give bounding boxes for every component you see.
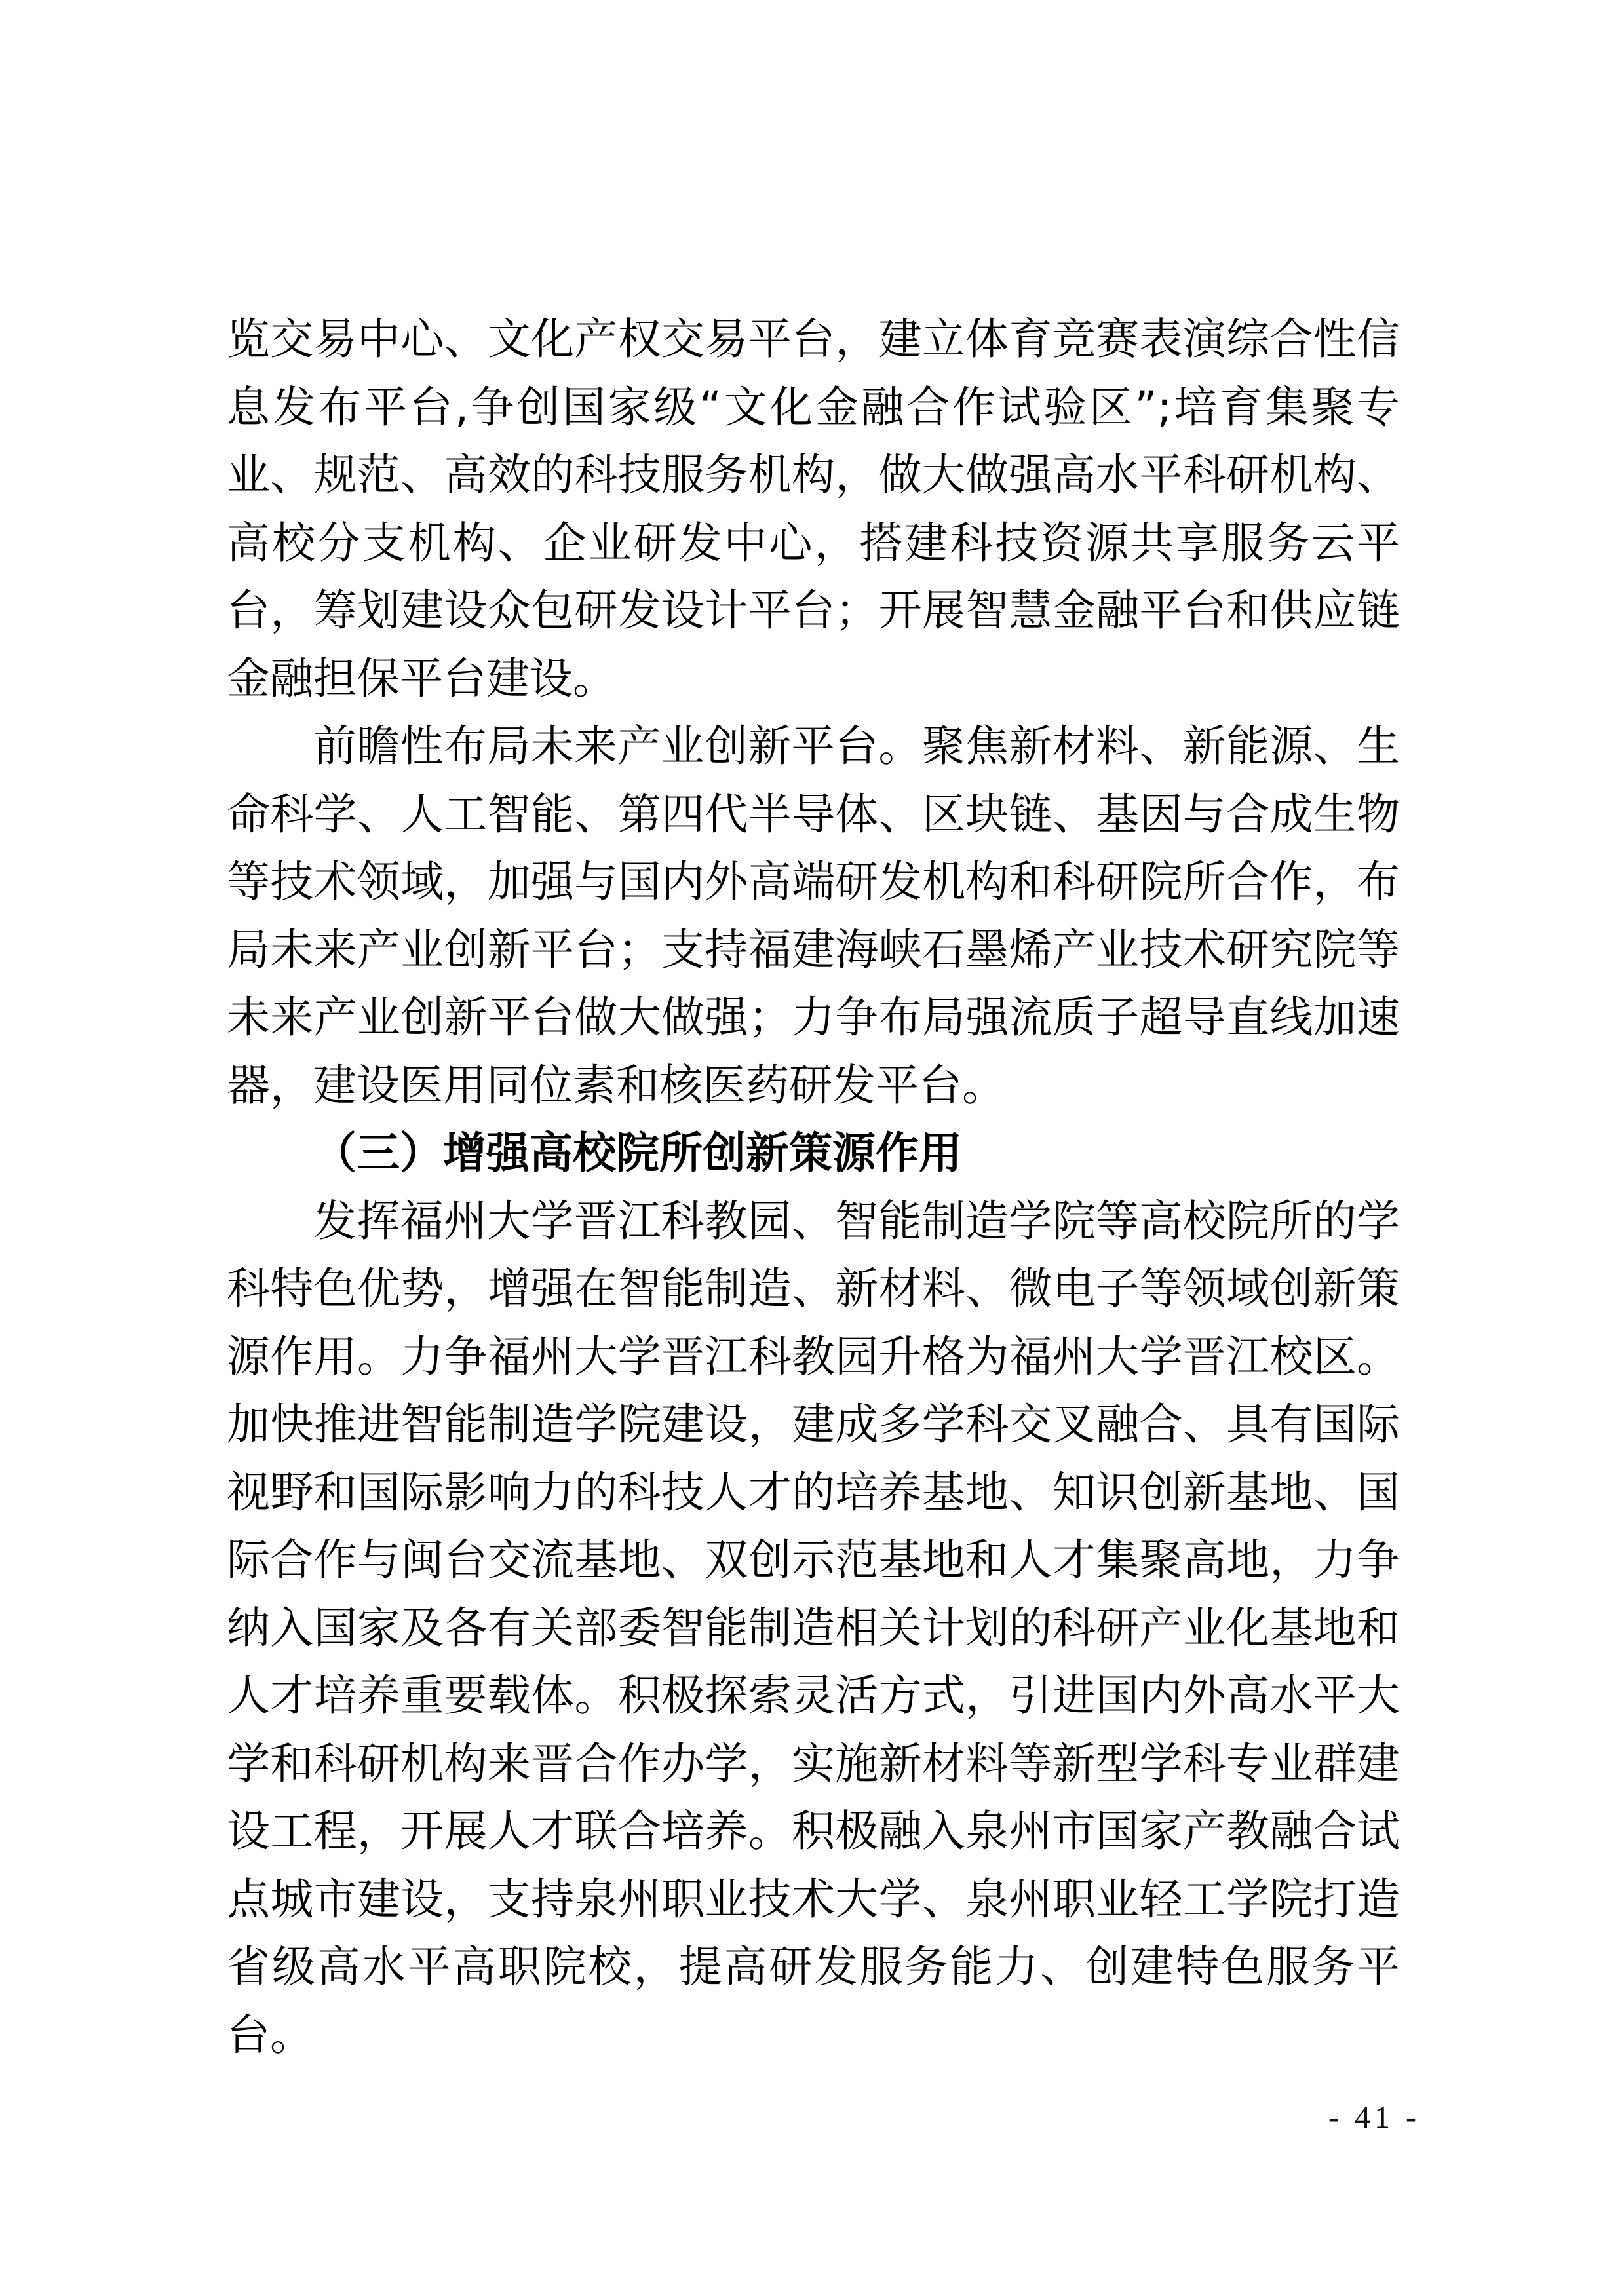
paragraph: 发挥福州大学晋江科教园、智能制造学院等高校院所的学科特色优势，增强在智能制造、新材料、微电子等领域创新策源作用。力争福州大学晋江科教园升格为福州大学晋江校区。加快推进智能制造学院建设，建成多学科交叉融合、具有国际视野和国际影响力的科技人才的培养基地、知识创新基地、国际合作与闽台交流基地、双创示范基地和人才集聚高地，力争纳入国家及各有关部委智能制造相关计划的科研产业化基地和人才培养重要载体。积极探索灵活方式，引进国内外高水平大学和科研机构来晋合作办学，实施新材料等新型学科专业群建设工程，开展人才联合培养。积极融入泉州市国家产教融合试点城市建设，支持泉州职业技术大学、泉州职业轻工学院打造省级高水平高职院校，提高研发服务能力、创建特色服务平台。 (227, 1195, 1400, 2060)
paragraph: 前瞻性布局未来产业创新平台。聚焦新材料、新能源、生命科学、人工智能、第四代半导体、区块链、基因与合成生物等技术领域，加强与国内外高端研发机构和科研院所合作，布局未来产业创新平台；支持福建海峡石墨烯产业技术研究院等未来产业创新平台做大做强；力争布局强流质子超导直线加速器，建设医用同位素和核医药研发平台。 (227, 721, 1400, 1111)
section-heading: （三）增强高校院所创新策源作用 (313, 1128, 962, 1178)
paragraph: 览交易中心、文化产权交易平台，建立体育竞赛表演综合性信息发布平台,争创国家级“文化金融合作试验区”;培育集聚专业、规范、高效的科技服务机构，做大做强高水平科研机构、高校分支机构、企业研发中心，搭建科技资源共享服务云平台，筹划建设众包研发设计平台；开展智慧金融平台和供应链金融担保平台建设。 (227, 314, 1400, 704)
document-body (227, 305, 1400, 2069)
page-number: - 41 - (1328, 2100, 1420, 2135)
